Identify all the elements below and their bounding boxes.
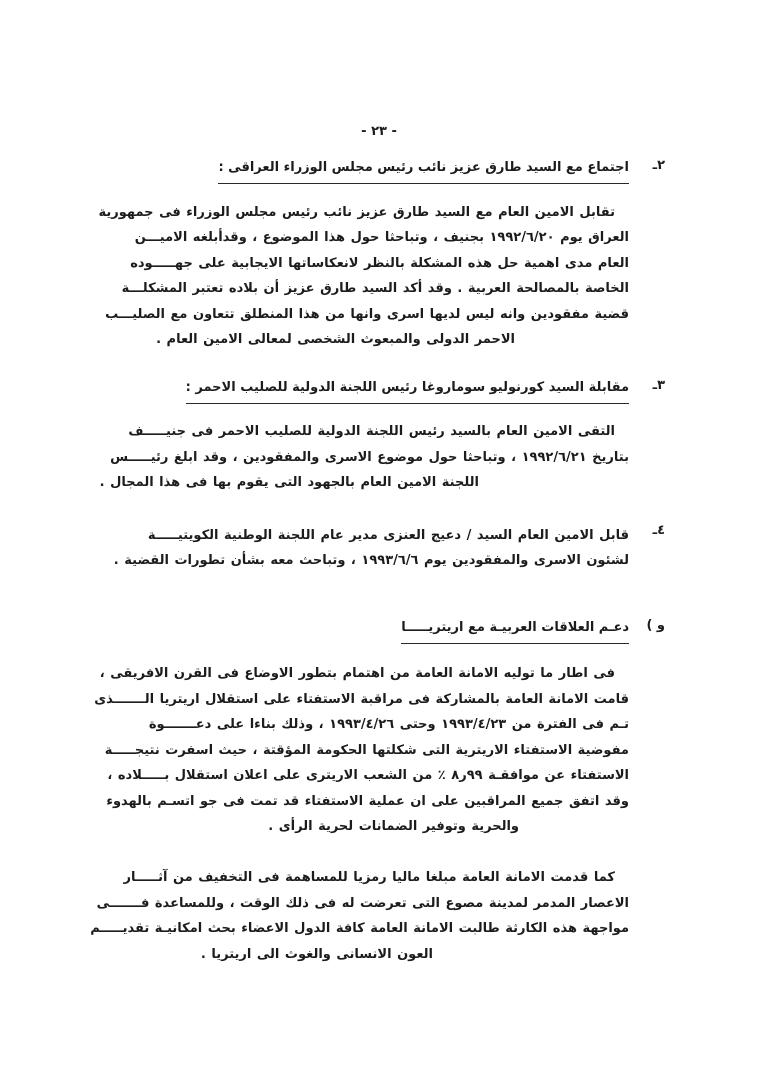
section-w-paragraph-2 (90, 865, 629, 967)
text-line: مفوضية الاستفتاء الاريترية التى شكلتها الحكومة المؤقتة ، حيث اسفرت نتيجـــــة (104, 742, 629, 758)
section-3-heading-row (99, 378, 665, 404)
section-w (90, 618, 665, 966)
section-3-marker: ٣ـ (652, 378, 665, 394)
section-w-paragraph-1 (94, 661, 629, 839)
text-line: فى اطار ما توليه الامانة العامة من اهتمام بتطور الاوضاع فى القرن الافريقى ، (99, 666, 615, 682)
text-line: التقى الامين العام بالسيد رئيس اللجنة الدولية للصليب الاحمر فى جنيـــــف (128, 424, 615, 440)
text-line: قابل الامين العام السيد / دعيج العنزى مدير عام اللجنة الوطنية الكويتيـــــة (147, 527, 629, 543)
section-2-heading: اجتماع مع السيد طارق عزيز نائب رئيس مجلس الوزراء العراقى : (218, 158, 629, 184)
text-line: العون الانسانى والغوث الى اريتريا . (200, 946, 433, 962)
text-line: والحرية وتوفير الضمانات لحرية الرأى . (268, 818, 519, 834)
section-w-marker: و ) (646, 618, 665, 634)
text-line: الاحمر الدولى والمبعوث الشخصى لمعالى الامين العام . (156, 332, 515, 348)
text-line: الخاصة بالمصالحة العربية . وقد أكد السيد طارق عزيز أن بلاده تعتبر المشكلـــة (121, 281, 629, 297)
section-3 (99, 378, 665, 495)
document-body (90, 158, 665, 967)
section-w-heading: دعـم العلاقات العربيـة مع اريتريـــــا (401, 618, 629, 644)
text-line: تقابل الامين العام مع السيد طارق عزيز نائب رئيس مجلس الوزراء فى جمهورية (98, 205, 615, 220)
section-3-heading: مقابلة السيد كورنوليو سوماروغا رئيس اللجنة الدولية للصليب الاحمر : (186, 378, 629, 404)
section-3-paragraph (99, 419, 629, 495)
text-line: لشئون الاسرى والمفقودين يوم ١٩٩٣/٦/٦ ، وتباحث معه بشأن تطورات القضية . (113, 553, 629, 569)
text-line: العام مدى اهمية حل هذه المشكلة بالنظر لانعكاساتها الايجابية على جهـــــوده (130, 255, 629, 271)
text-line: العراق يوم ١٩٩٢/٦/٢٠ بجنيف ، وتباحثا حول هذا الموضوع ، وقدأبلغه الاميـــن (134, 230, 629, 246)
page-number: - ٢٣ - (361, 124, 397, 139)
section-2 (99, 158, 665, 352)
text-line: قضية مفقودين وانه ليس لديها اسرى وانها من هذا المنطلق تتعاون مع الصليـــب (105, 306, 629, 322)
text-line: كما قدمت الامانة العامة مبلغا ماليا رمزيا للمساهمة فى التخفيف من آثـــــار (123, 870, 615, 886)
section-2-marker: ٢ـ (652, 158, 665, 173)
text-line: بتاريخ ١٩٩٢/٦/٢١ ، وتباحثا حول موضوع الاسرى والمفقودين ، وقد ابلغ رئيـــــس (110, 449, 629, 465)
section-w-heading-row (99, 618, 665, 644)
text-line: الاستفتاء عن موافقـة ٩٩ر٨ ٪ من الشعب الاريترى على اعلان استقلال بـــــلاده ، (107, 768, 629, 784)
text-line: مواجهة هذه الكارثة طالبت الامانة العامة كافة الدول الاعضاء بحث امكانيـة تقديـــــم (90, 921, 629, 937)
section-4 (99, 523, 665, 574)
text-line: قامت الامانة العامة بالمشاركة فى مراقبة الاستفتاء على استقلال اريتريا الـــــــذى (94, 691, 629, 707)
text-line: اللجنة الامين العام بالجهود التى يقوم بها فى هذا المجال . (99, 475, 479, 491)
section-4-paragraph (102, 548, 629, 573)
section-2-paragraph (98, 200, 629, 352)
text-line: تـم فى الفترة من ١٩٩٣/٤/٢٣ وحتى ١٩٩٣/٤/٢٦ ، وذلك بناءا على دعـــــــوة (148, 717, 629, 733)
text-line: الاعصار المدمر لمدينة مصوع التى تعرضت له فى ذلك الوقت ، وللمساعدة فـــــــى (96, 895, 629, 911)
section-4-heading-row (99, 523, 665, 548)
text-line: وقد اتفق جميع المراقبين على ان عملية الاستفتاء قد تمت فى جو اتسـم بالهدوء (106, 793, 629, 809)
section-2-heading-row (99, 158, 665, 184)
section-4-marker: ٤ـ (652, 522, 665, 538)
